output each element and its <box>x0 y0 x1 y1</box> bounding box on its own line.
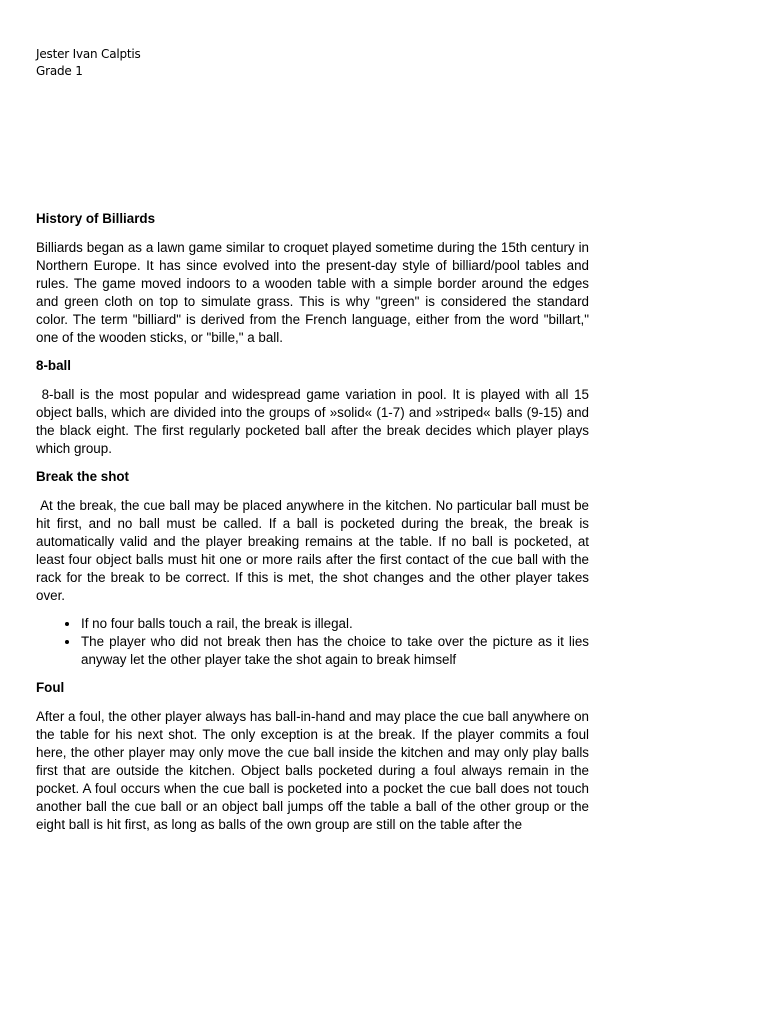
history-paragraph: Billiards began as a lawn game similar to croquet played sometime during the 15th century in Northern Europe. It has since evolved into the present-day style of billiard/pool tables and rules. The game moved indoors to a wooden table with a simple border around the edges and green cloth on top to simulate grass. This is why "green" is considered the standard color. The term "billiard" is derived from the French language, either from the word "billart," one of the wooden sticks, or "bille," a ball. <box>36 240 589 345</box>
author-name: Jester Ivan Calptis <box>36 47 141 61</box>
foul-heading: Foul <box>36 680 65 695</box>
history-heading: History of Billiards <box>36 211 156 226</box>
eight-ball-heading: 8-ball <box>36 358 71 373</box>
document-header <box>36 46 141 80</box>
break-paragraph: At the break, the cue ball may be placed anywhere in the kitchen. No particular ball must be hit first, and no ball must be called. If a ball is pocketed during the break, the break is automatically valid and the player breaking remains at the table. If no ball is pocketed, at least four object balls must hit one or more rails after the first contact of the cue ball with the rack for the break to be correct. If this is met, the shot changes and the other player takes over. <box>36 498 593 603</box>
eight-ball-paragraph: 8-ball is the most popular and widespread game variation in pool. It is played with all 15 object balls, which are divided into the groups of »solid« (1-7) and »striped« balls (9-15) and the black eight. The first regularly pocketed ball after the break decides which player plays which group. <box>36 387 593 456</box>
document-body <box>36 210 593 844</box>
grade-label: Grade 1 <box>36 64 83 78</box>
list-item: • The player who did not break then has the choice to take over the picture as it lies anyway let the other player take the shot again to break himself <box>80 633 589 669</box>
foul-paragraph: After a foul, the other player always has ball-in-hand and may place the cue ball anywhere on the table for his next shot. The only exception is at the break. If the player commits a foul here, the other player may only move the cue ball inside the kitchen and may only play balls first that are outside the kitchen. Object balls pocketed during a foul always remain in the pocket. A foul occurs when the cue ball is pocketed into a pocket the cue ball does not touch another ball the cue ball or an object ball jumps off the table a ball of the other group or the eight ball is hit first, as long as balls of the own group are still on the table after the <box>36 709 589 832</box>
break-rules-list <box>36 615 589 669</box>
list-item: • If no four balls touch a rail, the break is illegal. <box>80 615 589 633</box>
break-heading: Break the shot <box>36 469 130 484</box>
